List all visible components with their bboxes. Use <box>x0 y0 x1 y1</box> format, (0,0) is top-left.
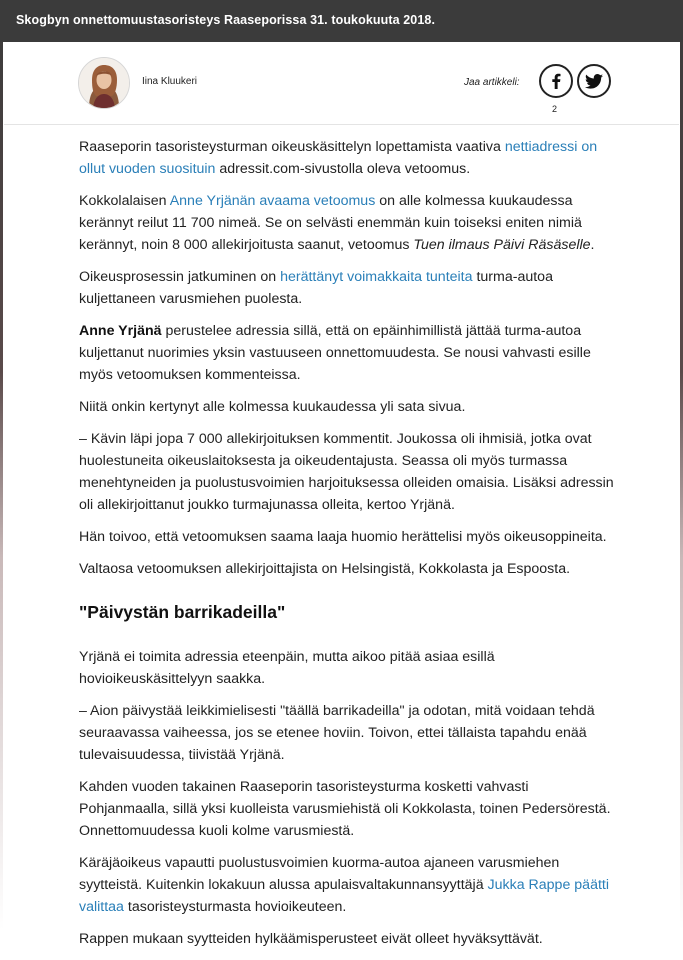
section-heading: "Päivystän barrikadeilla" <box>79 602 286 622</box>
paragraph-3 <box>79 266 614 310</box>
paragraph-7: Hän toivoo, että vetoomuksen saama laaja huomio herättelisi myös oikeusoppineita. <box>79 529 607 545</box>
facebook-share-count: 2 <box>552 104 558 114</box>
facebook-share-button[interactable] <box>539 64 573 98</box>
link-voimakkaita-tunteita[interactable]: herättänyt voimakkaita tunteita <box>280 269 473 285</box>
paragraph-text: on alle kolmessa kuukaudessa kerännyt reilut 11 700 nimeä. Se on selvästi enemmän kuin toiseksi eniten nimiä kerännyt, noin 8 000 allekirjoitusta saanut, vetoomus <box>79 193 582 253</box>
paragraph-text: turma-autoa kuljettaneen varusmiehen puolesta. <box>79 269 553 307</box>
share-label: Jaa artikkeli: <box>464 77 520 88</box>
paragraph-13: Rappen mukaan syytteiden hylkäämisperusteet eivät olleet hyväksyttävät. <box>79 931 543 947</box>
paragraph-1 <box>79 136 614 180</box>
paragraph-12 <box>79 852 614 918</box>
paragraph-text: tasoristeysturmasta hovioikeuteen. <box>123 899 347 915</box>
facebook-icon <box>549 73 563 89</box>
paragraph-text: . <box>590 237 595 253</box>
paragraph-4 <box>79 320 614 386</box>
paragraph-bold-name: Anne Yrjänä <box>79 323 162 339</box>
paragraph-2 <box>79 190 614 256</box>
paragraph-text: Kokkolalaisen <box>79 193 170 209</box>
paragraph-9: Yrjänä ei toimita adressia eteenpäin, mutta aikoo pitää asiaa esillä hovioikeuskäsittelyyn saakka. <box>79 649 495 687</box>
paragraph-text: Oikeusprosessin jatkuminen on <box>79 269 281 285</box>
paragraph-text: perustelee adressia sillä, että on epäinhimillistä jättää turma-autoa kuljettanut nuorimies yksin vastuuseen onnettomuudesta. Se nousi vahvasti esille myös vetoomuksen kommenteissa. <box>79 323 591 383</box>
paragraph-text: Käräjäoikeus vapautti puolustusvoimien kuorma-autoa ajaneen varusmiehen syytteistä. Kuitenkin lokakuun alussa apulaisvaltakunnansyyttäjä <box>79 855 560 893</box>
twitter-icon <box>585 74 603 89</box>
link-nettiadressi[interactable]: nettiadressi on ollut vuoden suosituin <box>79 139 598 177</box>
article-body <box>79 136 614 960</box>
paragraph-text: Raaseporin tasoristeysturman oikeuskäsittelyn lopettamista vaativa <box>79 139 505 155</box>
twitter-share-button[interactable] <box>577 64 611 98</box>
avatar-photo <box>79 58 129 108</box>
link-jukka-rappe[interactable]: Jukka Rappe päätti valittaa <box>79 877 609 915</box>
image-caption-bar <box>0 0 683 42</box>
author-share-row <box>4 42 679 125</box>
paragraph-11: Kahden vuoden takainen Raaseporin tasoristeysturma kosketti vahvasti Pohjanmaalla, sillä yksi kuolleista varusmiehistä oli Kokkolasta, toinen Pedersörestä. Onnettomuudessa kuoli kolme varusmiestä. <box>79 779 611 839</box>
paragraph-8: Valtaosa vetoomuksen allekirjoittajista on Helsingistä, Kokkolasta ja Espoosta. <box>79 561 571 577</box>
paragraph-text: adressit.com-sivustolla oleva vetoomus. <box>215 161 471 177</box>
author-avatar[interactable] <box>78 57 130 109</box>
link-anne-yrjana-vetoomus[interactable]: Anne Yrjänän avaama vetoomus <box>169 193 376 209</box>
paragraph-italic: Tuen ilmaus Päivi Räsäselle <box>413 237 591 253</box>
paragraph-5: Niitä onkin kertynyt alle kolmessa kuukaudessa yli sata sivua. <box>79 399 466 415</box>
paragraph-6: – Kävin läpi jopa 7 000 allekirjoituksen kommentit. Joukossa oli ihmisiä, jotka ovat huolestuneita oikeuslaitoksesta ja oikeudentajusta. Seassa oli myös turmassa menehtyneiden ja puolustusvoimien harjoituksessa olleiden omaisia. Lisäksi adressin oli allekirjoittanut joukko turmajunassa olleita, kertoo Yrjänä. <box>79 431 614 513</box>
paragraph-10: – Aion päivystää leikkimielisesti "täällä barrikadeilla" ja odotan, mitä voidaan tehdä seuraavassa vaiheessa, jos se etenee hoviin. Toivon, ettei tällaista tapahdu enää tulevaisuudessa, tiivistää Yrjänä. <box>79 703 595 763</box>
image-caption: Skogbyn onnettomuustasoristeys Raaseporissa 31. toukokuuta 2018. <box>16 13 436 27</box>
left-edge-shade <box>0 0 3 930</box>
author-name[interactable]: Iina Kluukeri <box>142 76 198 87</box>
